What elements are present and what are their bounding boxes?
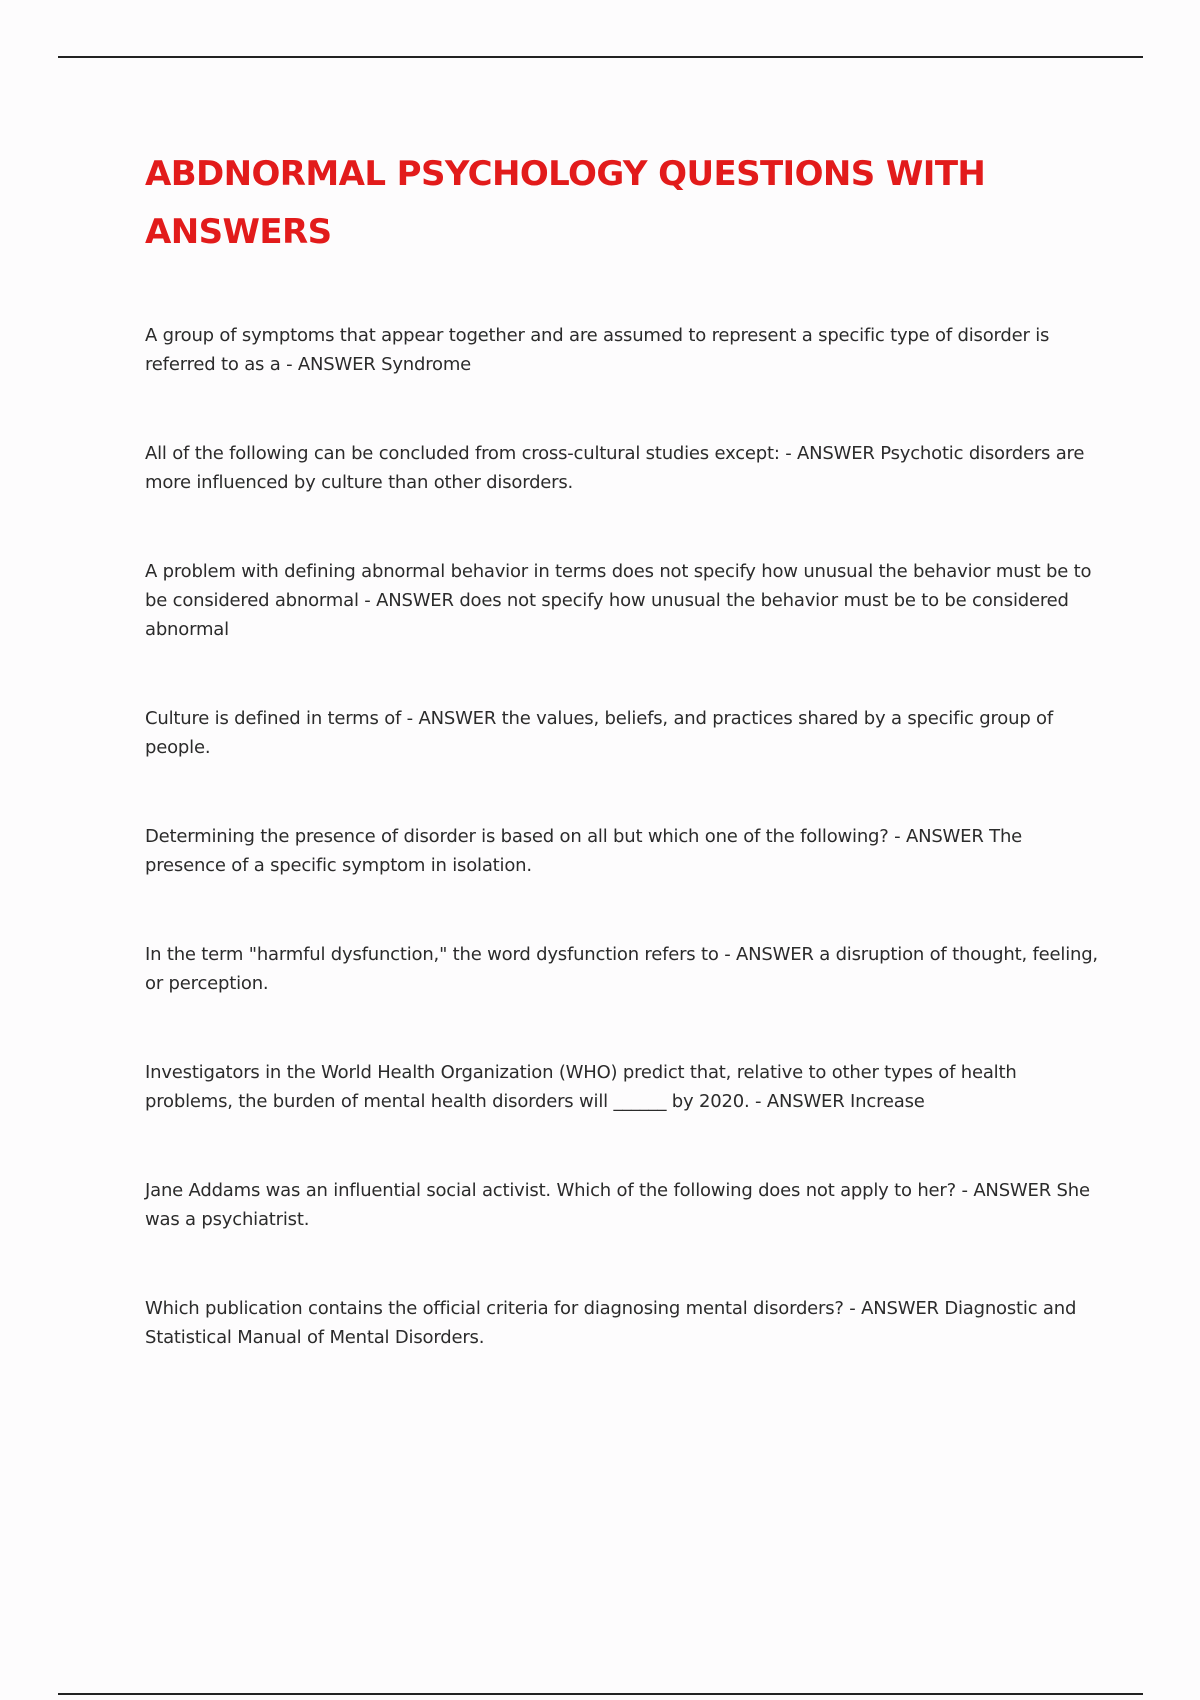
qa-item: Which publication contains the official criteria for diagnosing mental disorders? - ANSWER Diagnostic and Statistical Manual of Mental Disorders. (145, 1298, 1077, 1348)
qa-item: A group of symptoms that appear together and are assumed to represent a specific type of disorder is referred to as a - ANSWER Syndrome (145, 325, 1050, 375)
header-rule (58, 56, 1143, 58)
footer-rule (58, 1693, 1143, 1695)
qa-item: A problem with defining abnormal behavior in terms does not specify how unusual the behavior must be to be considered abnormal - ANSWER does not specify how unusual the behavior must be to be considered abnormal (145, 561, 1092, 640)
document-title: ABDNORMAL PSYCHOLOGY QUESTIONS WITH ANSWERS (145, 154, 986, 252)
qa-item: In the term "harmful dysfunction," the word dysfunction refers to - ANSWER a disruption of thought, feeling, or perception. (145, 944, 1098, 994)
document-content (145, 145, 1105, 1412)
qa-list (145, 321, 1105, 1352)
qa-item: Determining the presence of disorder is based on all but which one of the following? - ANSWER The presence of a specific symptom in isolation. (145, 826, 1023, 876)
qa-item: Culture is defined in terms of - ANSWER the values, beliefs, and practices shared by a specific group of people. (145, 708, 1054, 758)
qa-item: Investigators in the World Health Organization (WHO) predict that, relative to other types of health problems, the burden of mental health disorders will ______ by 2020. - ANSWER Increase (145, 1062, 1017, 1112)
qa-item: All of the following can be concluded from cross-cultural studies except: - ANSWER Psychotic disorders are more influenced by culture than other disorders. (145, 443, 1085, 493)
qa-item: Jane Addams was an influential social activist. Which of the following does not apply to her? - ANSWER She was a psychiatrist. (145, 1180, 1090, 1230)
